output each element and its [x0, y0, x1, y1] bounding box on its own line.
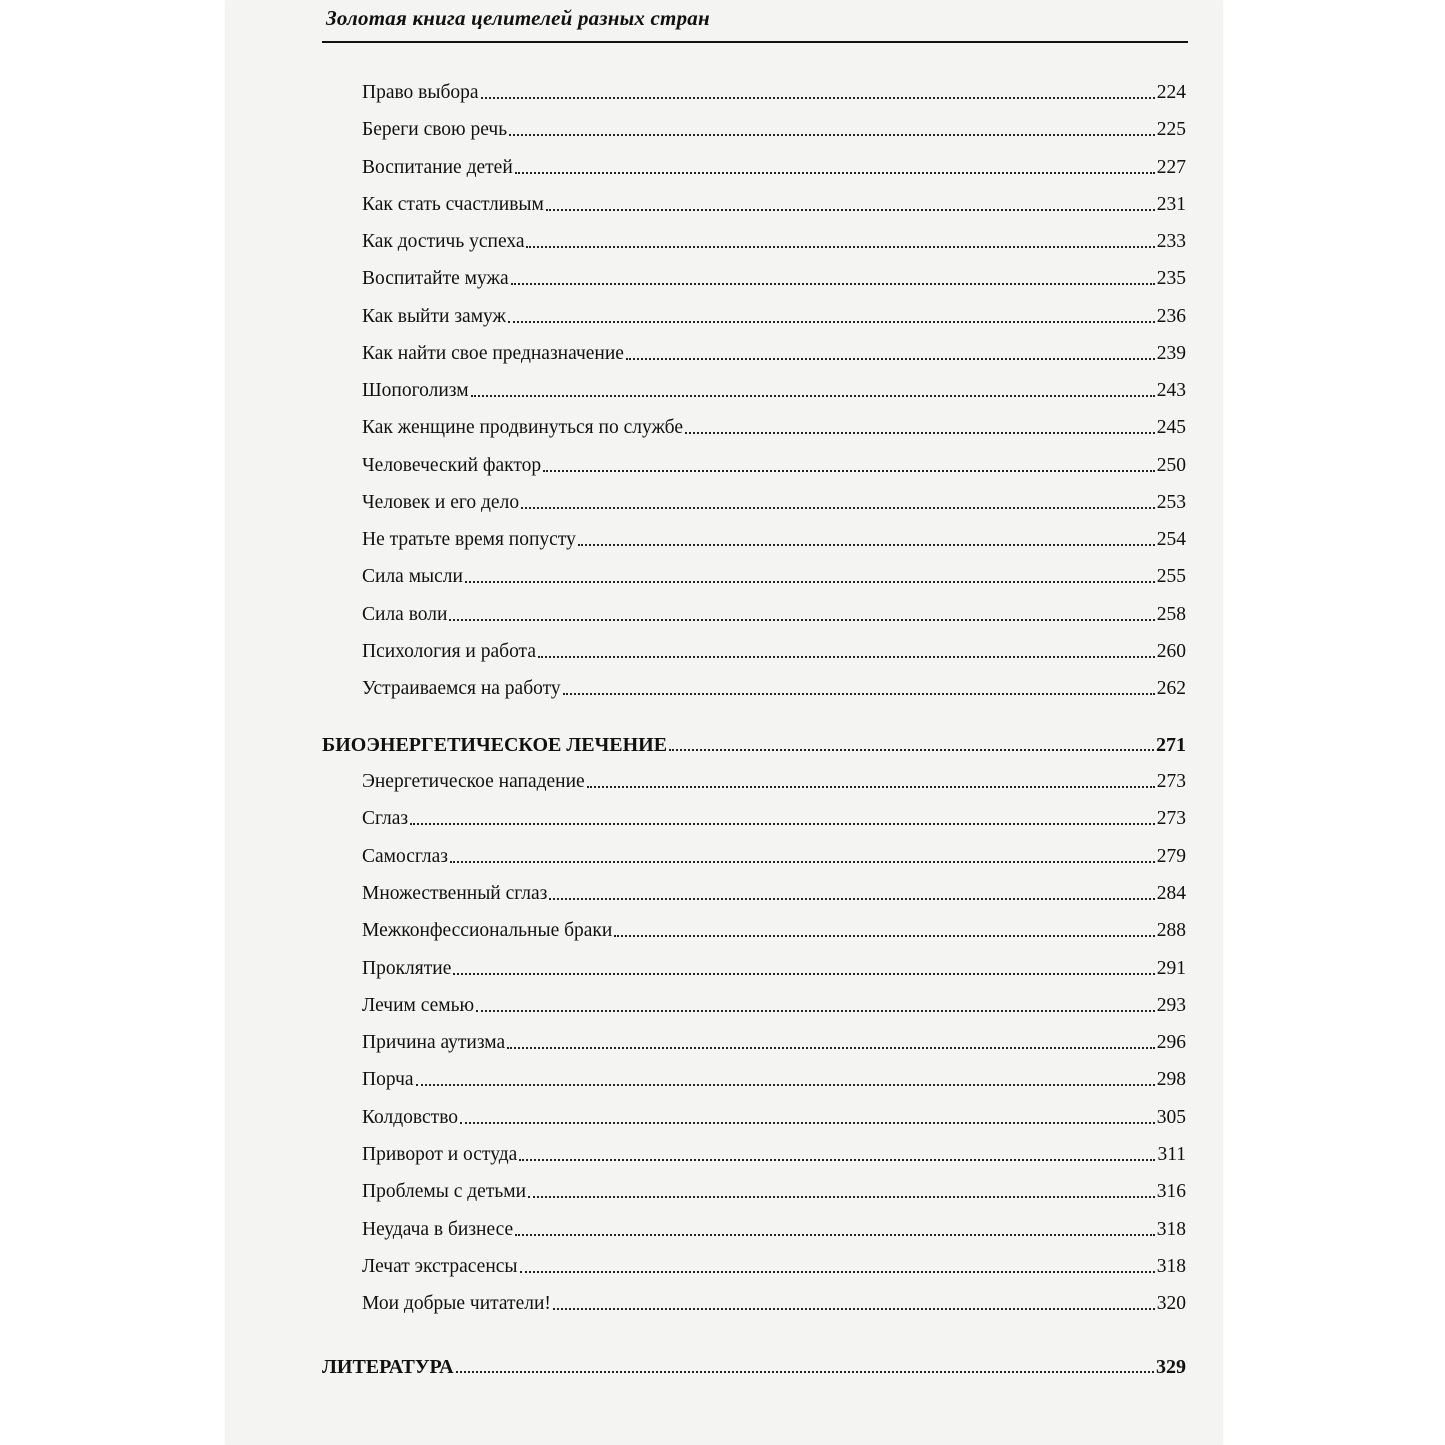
toc-entry-title: Множественный сглаз [362, 882, 548, 904]
toc-entry-page: 293 [1156, 994, 1186, 1016]
toc-entry-title: Проблемы с детьми [362, 1181, 527, 1203]
toc-entry-title: Энергетическое нападение [362, 771, 585, 792]
toc-entry-page: 305 [1156, 1106, 1186, 1128]
toc-entry-page: 231 [1156, 193, 1186, 215]
toc-entry [362, 596, 1186, 626]
toc-entry-page: 225 [1156, 119, 1186, 141]
toc-entry [362, 1211, 1186, 1241]
dot-leader [476, 1010, 1155, 1012]
toc-entry-page: 296 [1156, 1032, 1186, 1054]
toc-entry [362, 298, 1186, 328]
toc-entry-title: Как достичь успеха [362, 231, 525, 252]
toc-entry [362, 987, 1186, 1017]
dot-leader [549, 898, 1154, 900]
toc-entry [362, 1024, 1186, 1054]
toc-section-title: БИОЭНЕРГЕТИЧЕСКОЕ ЛЕЧЕНИЕ [322, 734, 668, 756]
dot-leader [456, 1371, 1154, 1373]
dot-leader [465, 581, 1155, 583]
toc-section-heading [322, 726, 1186, 756]
toc-entry-page: 243 [1156, 380, 1186, 401]
dot-leader [626, 358, 1155, 360]
dot-leader [460, 1122, 1155, 1124]
toc-entry-page: 233 [1156, 231, 1186, 252]
toc-entry-page: 235 [1156, 268, 1186, 290]
dot-leader [614, 935, 1154, 937]
toc-entry-title: Межконфессиональные браки [362, 920, 613, 942]
toc-entry [362, 875, 1186, 905]
dot-leader [519, 1159, 1155, 1161]
toc-entry [362, 1099, 1186, 1129]
toc-entry-title: Лечим семью [362, 994, 475, 1016]
toc-entry-page: 254 [1156, 529, 1186, 550]
dot-leader [563, 693, 1155, 695]
toc-entry-page: 273 [1156, 808, 1186, 830]
dot-leader [509, 134, 1155, 136]
toc-entry-page: 284 [1156, 882, 1186, 904]
toc-entry-page: 250 [1156, 454, 1186, 476]
dot-leader [553, 1308, 1155, 1310]
toc-entry-title: Как стать счастливым [362, 193, 544, 215]
toc-entry-page: 320 [1156, 1293, 1186, 1315]
toc-entry-page: 288 [1156, 920, 1186, 942]
toc-entry [362, 260, 1186, 290]
toc-entry [362, 74, 1186, 104]
toc-entry-page: 236 [1156, 305, 1186, 327]
toc-entry-title: Неудача в бизнесе [362, 1218, 514, 1240]
dot-leader [546, 209, 1155, 211]
toc-entry [362, 633, 1186, 663]
toc-entry-page: 279 [1156, 845, 1186, 867]
toc-entry-page: 329 [1156, 1356, 1186, 1378]
toc-entry-title: Сила воли [362, 603, 448, 625]
book-page [226, 0, 1222, 1445]
toc-entry-page: 291 [1156, 957, 1186, 979]
toc-entry [362, 223, 1186, 253]
toc-entry [362, 521, 1186, 551]
toc-entry-page: 273 [1156, 771, 1186, 792]
toc-entry-title: Устраиваемся на работу [362, 678, 561, 699]
toc-entry [362, 149, 1186, 179]
toc-entry-title: Воспитание детей [362, 156, 513, 178]
toc-entry-title: Колдовство [362, 1106, 459, 1128]
toc-entry-page: 298 [1156, 1069, 1186, 1091]
toc-entry-page: 227 [1156, 156, 1186, 178]
toc-entry [362, 1136, 1186, 1166]
toc-entry-page: 311 [1157, 1144, 1186, 1165]
toc-entry-page: 253 [1156, 491, 1186, 513]
dot-leader [416, 1084, 1155, 1086]
toc-entry [362, 447, 1186, 477]
toc-entry-title: Сглаз [362, 808, 409, 830]
toc-entry [362, 186, 1186, 216]
dot-leader [587, 786, 1155, 788]
dot-leader [528, 1196, 1155, 1198]
toc-entry-title: Не тратьте время попусту [362, 529, 576, 550]
toc-entry-title: Психология и работа [362, 640, 536, 662]
toc-entry [362, 1248, 1186, 1278]
toc-entry [362, 1061, 1186, 1091]
toc-entry [362, 372, 1186, 402]
toc-entry-title: Самосглаз [362, 845, 448, 867]
toc-entry [362, 1173, 1186, 1203]
toc-entry [362, 484, 1186, 514]
toc-entry [362, 558, 1186, 588]
toc-entry [362, 838, 1186, 868]
toc-entry-page: 245 [1156, 417, 1186, 439]
toc-entry-title: Шопоголизм [362, 380, 469, 401]
toc-entry-page: 239 [1156, 342, 1186, 364]
dot-leader [511, 283, 1155, 285]
dot-leader [508, 321, 1155, 323]
dot-leader [471, 395, 1155, 397]
toc-entry-title: Сила мысли [362, 566, 463, 588]
toc-entry [362, 950, 1186, 980]
toc-entry-title: Лечат экстрасенсы [362, 1255, 518, 1277]
dot-leader [507, 1047, 1155, 1049]
toc-entry-title: Как женщине продвинуться по службе [362, 417, 683, 439]
toc-section-heading [322, 1348, 1186, 1378]
toc-entry [362, 670, 1186, 700]
toc-entry-title: Право выбора [362, 82, 479, 103]
toc-entry-page: 262 [1156, 678, 1186, 699]
toc-entry [362, 912, 1186, 942]
toc-entry [362, 111, 1186, 141]
dot-leader [521, 507, 1155, 509]
dot-leader [481, 97, 1155, 99]
dot-leader [526, 246, 1154, 248]
toc-entry-page: 318 [1156, 1255, 1186, 1277]
toc-entry-page: 271 [1156, 734, 1186, 756]
dot-leader [515, 1234, 1155, 1236]
toc-entry [362, 763, 1186, 793]
dot-leader [538, 656, 1155, 658]
toc-entry-page: 318 [1156, 1218, 1186, 1240]
toc-entry-page: 224 [1156, 82, 1186, 103]
toc-entry-title: Человеческий фактор [362, 454, 542, 476]
dot-leader [515, 172, 1155, 174]
toc-entry-title: Проклятие [362, 957, 452, 979]
dot-leader [450, 861, 1155, 863]
toc-entry-title: Береги свою речь [362, 119, 508, 141]
header-rule [322, 41, 1188, 43]
dot-leader [449, 619, 1154, 621]
toc-entry-title: Мои добрые читатели! [362, 1293, 551, 1315]
toc-entry [362, 409, 1186, 439]
dot-leader [669, 749, 1154, 751]
toc-entry-page: 316 [1156, 1181, 1186, 1203]
toc-entry-page: 260 [1156, 640, 1186, 662]
toc-entry-title: Человек и его дело [362, 491, 520, 513]
toc-section-title: ЛИТЕРАТУРА [322, 1356, 454, 1378]
dot-leader [520, 1271, 1155, 1273]
toc-entry-title: Причина аутизма [362, 1032, 506, 1054]
toc-entry-title: Приворот и остуда [362, 1144, 518, 1165]
toc-entry-title: Как найти свое предназначение [362, 342, 624, 364]
toc-entry [362, 1285, 1186, 1315]
toc-entry-title: Порча [362, 1069, 414, 1091]
dot-leader [543, 470, 1155, 472]
dot-leader [410, 823, 1155, 825]
dot-leader [578, 544, 1155, 546]
toc-entry-title: Как выйти замуж [362, 305, 506, 327]
dot-leader [685, 432, 1155, 434]
toc-entry-title: Воспитайте мужа [362, 268, 509, 290]
toc-entry [362, 800, 1186, 830]
dot-leader [453, 973, 1154, 975]
toc-entry [362, 335, 1186, 365]
running-head: Золотая книга целителей разных стран [326, 6, 710, 30]
toc-entry-page: 258 [1156, 603, 1186, 625]
toc-entry-page: 255 [1156, 566, 1186, 588]
